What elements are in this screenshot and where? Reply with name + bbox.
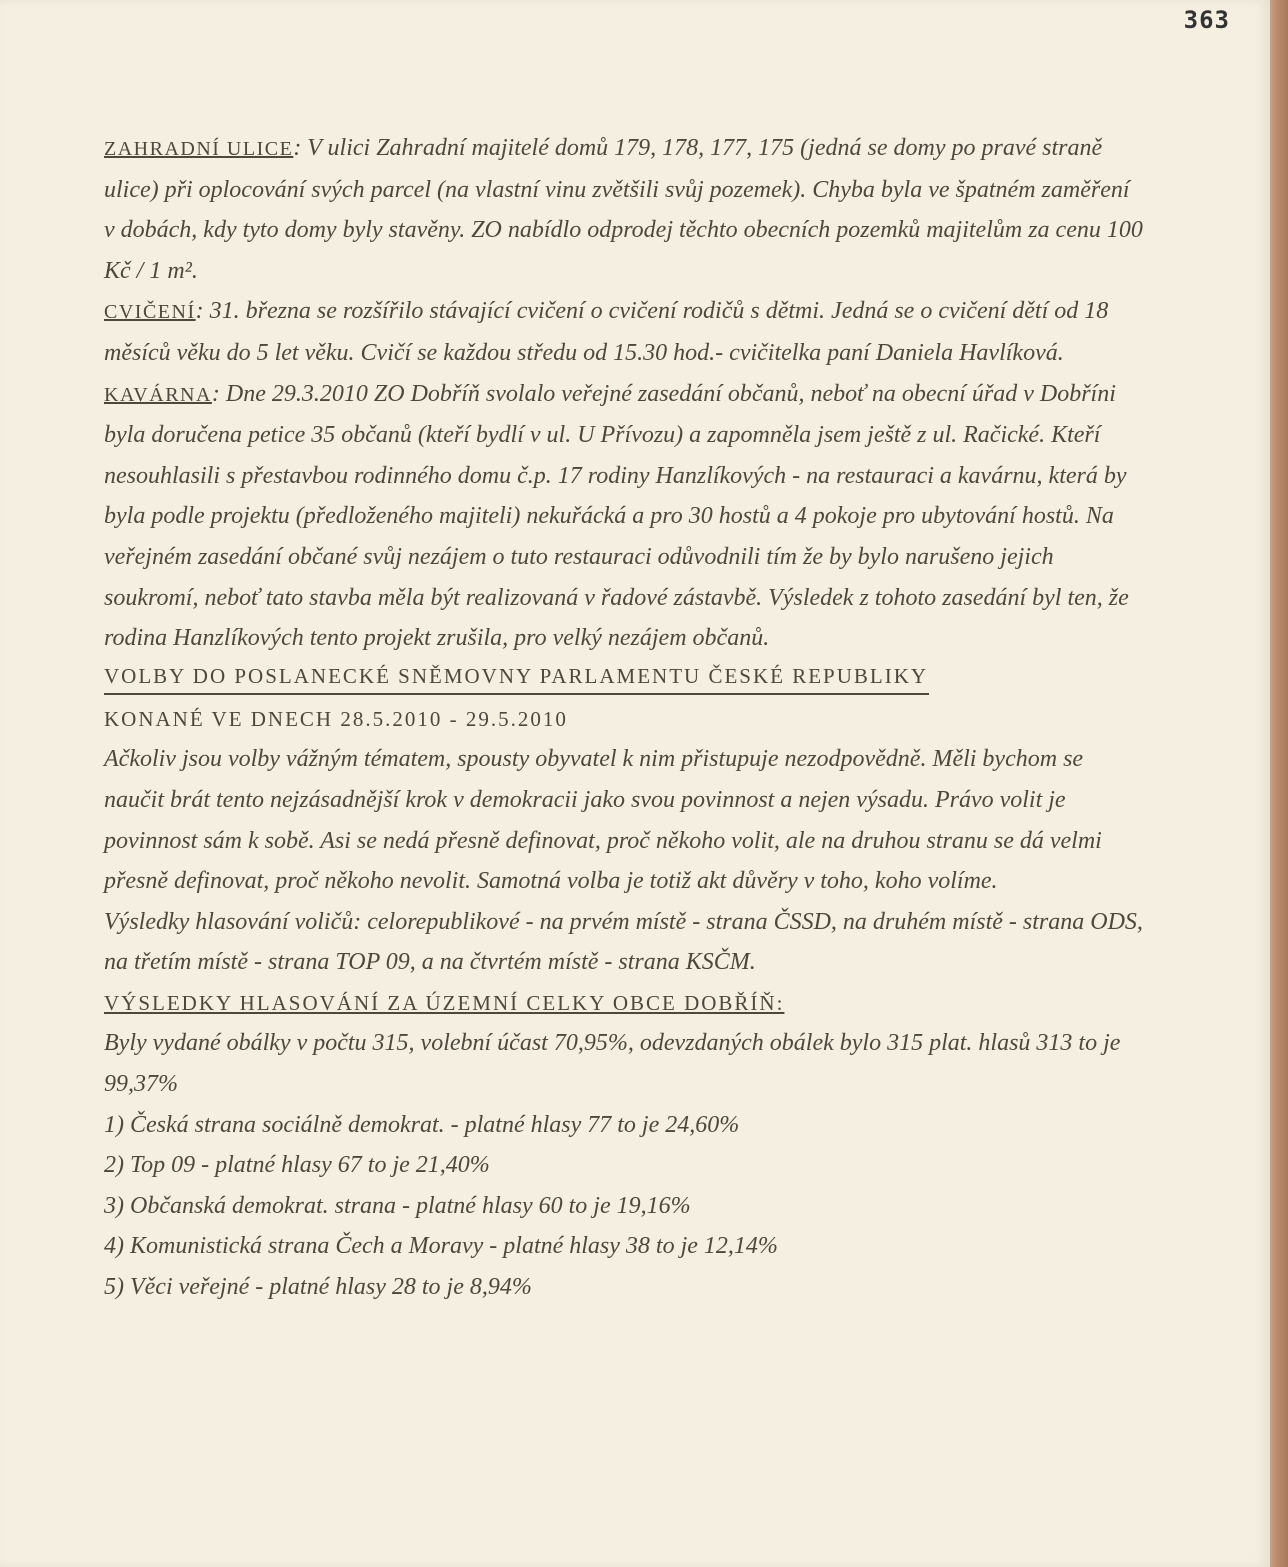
section-zahradni [104, 128, 1144, 291]
list-item: 2) Top 09 - platné hlasy 67 to je 21,40% [104, 1152, 490, 1179]
chronicle-text [104, 128, 1144, 1308]
list-item: 4) Komunistická strana Čech a Moravy - platné hlasy 38 to je 12,14% [104, 1233, 778, 1260]
section-label: ZAHRADNÍ ULICE [104, 138, 294, 160]
section-cviceni [104, 291, 1144, 373]
section-label: CVIČENÍ [104, 301, 196, 324]
section-text: : Dne 29.3.2010 ZO Dobříň svolalo veřejné zasedání občanů, neboť na obecní úřad v Dobříni byla doručena petice 35 občanů (kteří bydlí v ul. U Přívozu) a zapomněla jsem ještě z ul. Račické. Kteří nesouhlasili s přestavbou rodinného domu č.p. 17 rodiny Hanzlíkových - na restauraci a kavárnu, která by byla podle projektu (předloženého majiteli) nekuřácká a pro 30 hostů a 4 pokoje pro ubytování hostů. Na veřejném zasedání občané svůj nezájem o tuto restauraci odůvodnili tím že by bylo narušeno jejich soukromí, neboť tato stavba měla být realizovaná v řadové zástavbě. Výsledek z tohoto zasedání byl ten, že rodina Hanzlíkových tento projekt zrušila, pro velký nezájem občanů. [104, 380, 1129, 652]
list-item: 5) Věci veřejné - platné hlasy 28 to je 8,94% [104, 1274, 532, 1301]
section-kavarna [104, 374, 1144, 659]
local-results [104, 1023, 1144, 1307]
section-text: : V ulici Zahradní majitelé domů 179, 178, 177, 175 (jedná se domy po pravé straně ulice) při oplocování svých parcel (na vlastní vinu zvětšili svůj pozemek). Chyba byla ve špatném zaměření v dobách, kdy tyto domy byly stavěny. ZO nabídlo odprodej těchto obecních pozemků majitelům za cenu 100 Kč / 1 m². [104, 135, 1143, 284]
elections-heading: VOLBY DO POSLANECKÉ SNĚMOVNY PARLAMENTU ČESKÉ REPUBLIKY [104, 659, 929, 695]
elections-intro: Ačkoliv jsou volby vážným tématem, spousty obyvatel k nim přistupuje nezodpovědně. Měli bychom se naučit brát tento nejzásadnější krok v demokracii jako svou povinnost a nejen výsadu. Právo volit je povinnost sám k sobě. Asi se nedá přesně definovat, proč někoho volit, ale na druhou stranu se dá velmi přesně definovat, proč někoho nevolit. Samotná volba je totiž akt důvěry v toho, koho volíme. [104, 746, 1102, 895]
book-binding-edge [1270, 0, 1288, 1567]
elections-dates-heading: KONANÉ VE DNECH 28.5.2010 - 29.5.2010 [104, 706, 568, 731]
local-results-summary: Byly vydané obálky v počtu 315, volební účast 70,95%, odevzdaných obálek bylo 315 plat. hlasů 313 to je 99,37% [104, 1030, 1121, 1098]
list-item: 3) Občanská demokrat. strana - platné hlasy 60 to je 19,16% [104, 1192, 691, 1219]
list-item: 1) Česká strana sociálně demokrat. - platné hlasy 77 to je 24,60% [104, 1111, 740, 1138]
section-text: : 31. března se rozšířilo stávající cvičení o cvičení rodičů s dětmi. Jedná se o cvičení dětí od 18 měsíců věku do 5 let věku. Cvičí se každou středu od 15.30 hod.- cvičitelka paní Daniela Havlíková. [104, 298, 1109, 366]
local-results-heading: VÝSLEDKY HLASOVÁNÍ ZA ÚZEMNÍ CELKY OBCE DOBŘÍŇ: [104, 990, 785, 1015]
elections-national-results: Výsledky hlasování voličů: celorepublikové - na prvém místě - strana ČSSD, na druhém místě - strana ODS, na třetím místě - strana TOP 09, a na čtvrtém místě - strana KSČM. [104, 908, 1143, 976]
section-label: KAVÁRNA [104, 383, 212, 406]
page-number: 363 [1183, 6, 1230, 34]
